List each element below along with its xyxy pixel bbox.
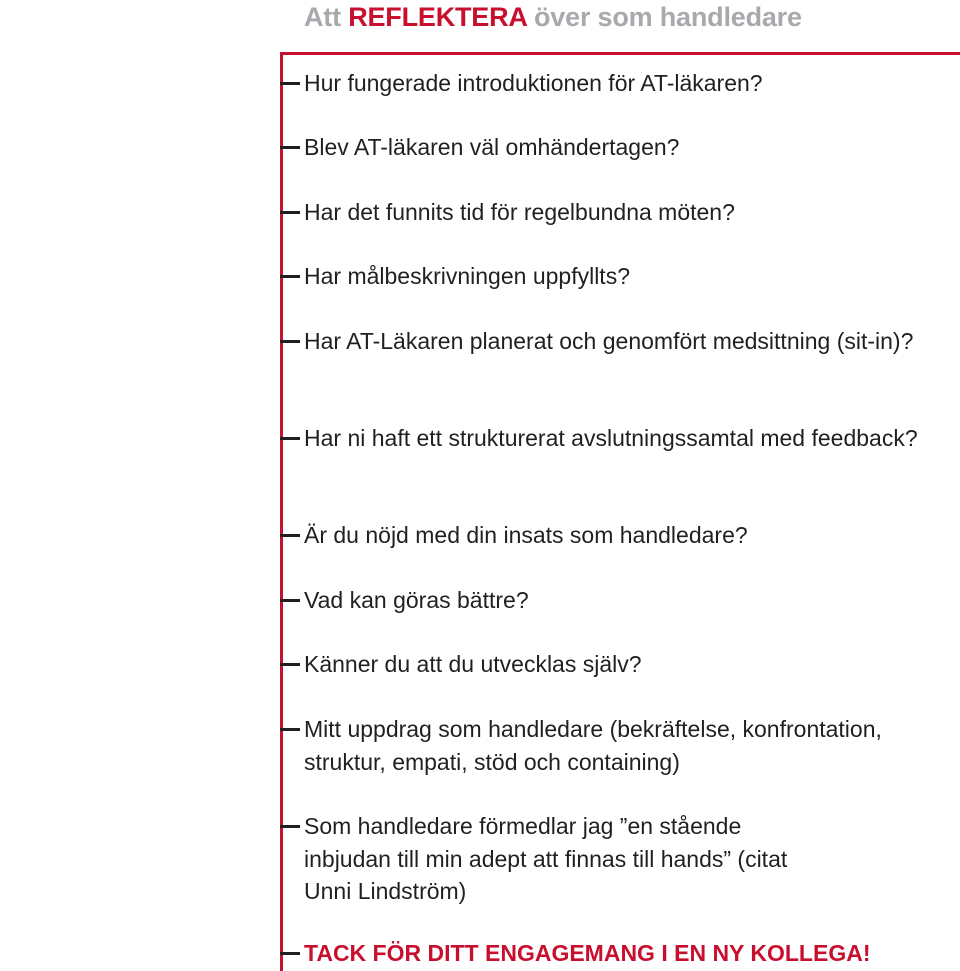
page-title — [304, 2, 802, 33]
bullet-tick — [280, 146, 300, 149]
question-item: Har det funnits tid för regelbundna möten? — [304, 199, 735, 225]
vertical-divider — [280, 52, 283, 971]
question-item: Vad kan göras bättre? — [304, 587, 529, 613]
top-divider — [280, 52, 960, 55]
bullet-tick — [280, 663, 300, 666]
bullet-tick — [280, 211, 300, 214]
question-item: Känner du att du utvecklas själv? — [304, 651, 642, 677]
question-item: Har AT-Läkaren planerat och genomfört medsittning (sit-in)? — [304, 328, 914, 354]
title-prefix: Att — [304, 2, 341, 32]
bullet-tick — [280, 437, 300, 440]
question-item: Har ni haft ett strukturerat avslutningssamtal med feedback? — [304, 425, 918, 451]
title-highlight: REFLEKTERA — [348, 2, 527, 32]
question-item: Blev AT-läkaren väl omhändertagen? — [304, 134, 680, 160]
bullet-tick — [280, 534, 300, 537]
question-item: Mitt uppdrag som handledare (bekräftelse, konfrontation, struktur, empati, stöd och containing) — [304, 716, 882, 775]
bullet-tick — [280, 275, 300, 278]
bullet-tick — [280, 728, 300, 731]
bullet-tick — [280, 340, 300, 343]
question-item: Hur fungerade introduktionen för AT-läkaren? — [304, 70, 763, 96]
bullet-tick — [280, 82, 300, 85]
question-item: Är du nöjd med din insats som handledare? — [304, 522, 748, 548]
bullet-tick — [280, 825, 300, 828]
question-item: Som handledare förmedlar jag ”en stående inbjudan till min adept att finnas till hands” (citat Unni Lindström) — [304, 813, 788, 904]
bullet-tick — [280, 952, 300, 955]
question-item: Har målbeskrivningen uppfyllts? — [304, 263, 630, 289]
bullet-tick — [280, 599, 300, 602]
closing-message: TACK FÖR DITT ENGAGEMANG I EN NY KOLLEGA! — [304, 940, 871, 966]
title-suffix: över som handledare — [534, 2, 802, 32]
